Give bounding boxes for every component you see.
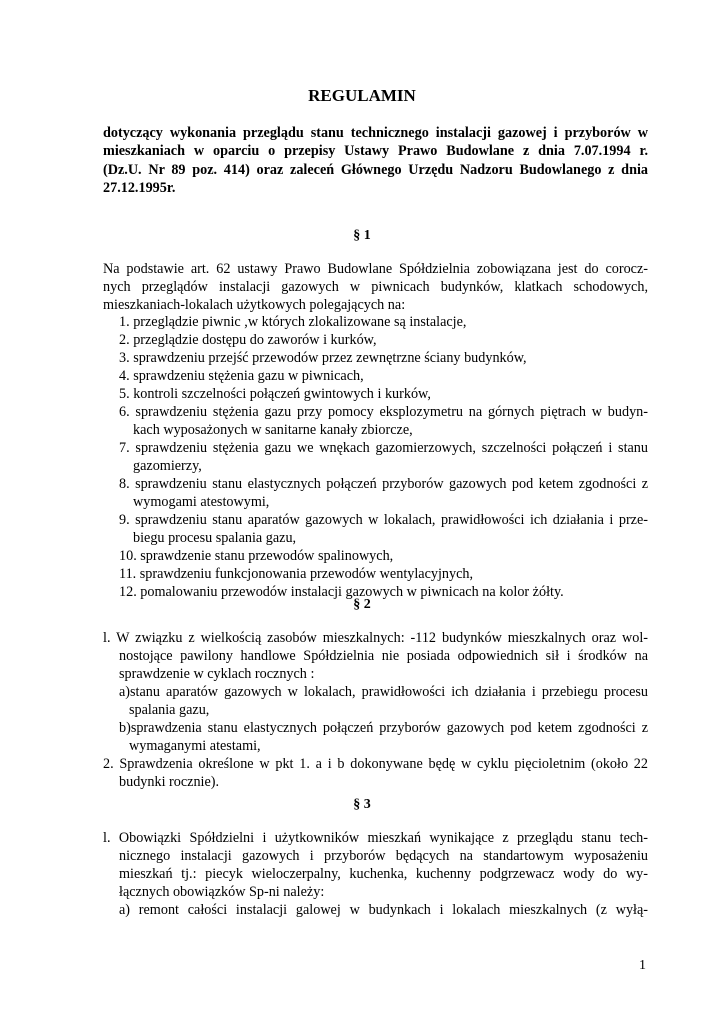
list-item: 9. sprawdzeniu stanu aparatów gazowych w lokalach, prawidłowości ich działania i prze-	[119, 512, 648, 528]
paragraph-line: mieszkań tj.: piecyk wieloczerpalny, kuchenka, kuchenny podgrzewacz wody do wy-	[119, 866, 648, 882]
paragraph-line: l. W związku z wielkością zasobów mieszkalnych: -112 budynków mieszkalnych oraz wol-	[103, 630, 648, 646]
paragraph-line: l. Obowiązki Spółdzielni i użytkowników mieszkań wynikające z przeglądu stanu tech-	[103, 830, 648, 846]
list-item: 3. sprawdzeniu przejść przewodów przez zewnętrzne ściany budynków,	[119, 350, 527, 366]
paragraph-line: sprawdzenie w cyklach rocznych :	[119, 666, 315, 682]
section-3-heading: § 3	[353, 797, 371, 812]
paragraph-line: a)stanu aparatów gazowych w lokalach, prawidłowości ich działania i przebiegu procesu	[119, 684, 648, 700]
section-1-list	[119, 313, 648, 601]
paragraph-line: mieszkaniach-lokalach użytkowych polegających na:	[103, 297, 406, 313]
section-3-body	[103, 829, 648, 919]
subtitle-line: mieszkaniach w oparciu o przepisy Ustawy Prawo Budowlane z dnia 7.07.1994 r.	[103, 143, 648, 160]
paragraph-line: budynki rocznie).	[119, 774, 220, 790]
subtitle-line: (Dz.U. Nr 89 poz. 414) oraz zaleceń Głównego Urzędu Nadzoru Budowlanego z dnia	[103, 161, 648, 178]
section-2-body	[103, 629, 648, 791]
section-1-heading: § 1	[353, 228, 371, 243]
list-item: 10. sprawdzenie stanu przewodów spalinowych,	[119, 548, 394, 564]
list-item: 2. przeglądzie dostępu do zaworów i kurków,	[119, 332, 377, 348]
page-number: 1	[639, 958, 646, 973]
list-item-continuation: wymogami atestowymi,	[133, 494, 270, 510]
paragraph-line: Na podstawie art. 62 ustawy Prawo Budowlane Spółdzielnia zobowiązana jest do corocz-	[103, 261, 648, 277]
list-item: 5. kontroli szczelności połączeń gwintowych i kurków,	[119, 386, 431, 402]
document-subtitle	[103, 124, 648, 198]
list-item-continuation: gazomierzy,	[133, 458, 202, 474]
paragraph-line: b)sprawdzenia stanu elastycznych połączeń przyborów gazowych pod ketem zgodności z	[119, 720, 648, 736]
section-2-heading: § 2	[353, 597, 371, 612]
document-title: REGULAMIN	[308, 86, 416, 105]
list-item: 6. sprawdzeniu stężenia gazu przy pomocy eksplozymetru na górnych piętrach w budyn-	[119, 404, 648, 420]
paragraph-line: nicznego instalacji gazowych i przyborów będących na standartowym wyposażeniu	[119, 848, 648, 864]
section-1-intro	[103, 260, 648, 314]
paragraph-line: łącznych obowiązków Sp-ni należy:	[119, 884, 325, 900]
list-item: 11. sprawdzeniu funkcjonowania przewodów wentylacyjnych,	[119, 566, 474, 582]
paragraph-line: a) remont całości instalacji galowej w budynkach i lokalach mieszkalnych (z wyłą-	[119, 902, 648, 918]
list-item-continuation: biegu procesu spalania gazu,	[133, 530, 297, 546]
paragraph-line: 2. Sprawdzenia określone w pkt 1. a i b dokonywane będę w cyklu pięcioletnim (około 22	[103, 756, 648, 772]
list-item: 4. sprawdzeniu stężenia gazu w piwnicach,	[119, 368, 364, 384]
list-item: 12. pomalowaniu przewodów instalacji gazowych w piwnicach na kolor żółty.	[119, 584, 564, 600]
paragraph-line: spalania gazu,	[129, 702, 210, 718]
paragraph-line: nych przeglądów instalacji gazowych w piwnicach budynków, klatkach schodowych,	[103, 279, 648, 295]
list-item: 7. sprawdzeniu stężenia gazu we wnękach gazomierzowych, szczelności połączeń i stanu	[119, 440, 648, 456]
subtitle-line: 27.12.1995r.	[103, 180, 176, 197]
subtitle-line: dotyczący wykonania przeglądu stanu technicznego instalacji gazowej i przyborów w	[103, 125, 648, 141]
paragraph-line: nostojące pawilony handlowe Spółdzielnia nie posiada odpowiednich sił i środków na	[119, 648, 648, 664]
paragraph-line: wymaganymi atestami,	[129, 738, 261, 754]
list-item-continuation: kach wyposażonych w sanitarne kanały zbiorcze,	[133, 422, 413, 438]
list-item: 8. sprawdzeniu stanu elastycznych połączeń przyborów gazowych pod ketem zgodności z	[119, 476, 648, 492]
list-item: 1. przeglądzie piwnic ,w których zlokalizowane są instalacje,	[119, 314, 467, 330]
